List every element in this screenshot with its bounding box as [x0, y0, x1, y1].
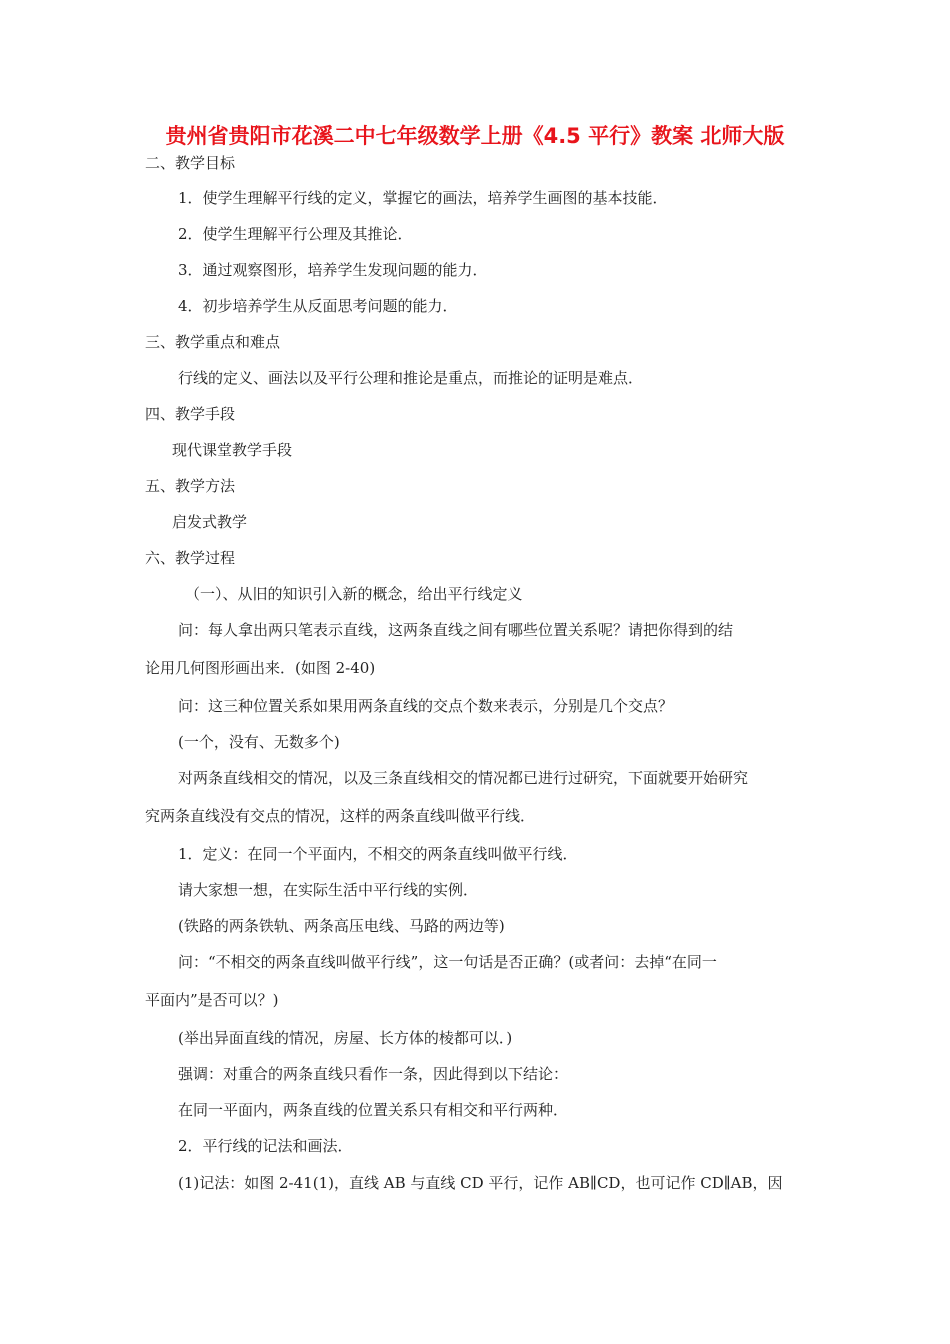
method-text: 启发式教学: [172, 513, 248, 531]
question-1-line-1: 问：每人拿出两只笔表示直线，这两条直线之间有哪些位置关系呢？请把你得到的结: [178, 621, 734, 639]
process-subheading-1: （一）、从旧的知识引入新的概念，给出平行线定义: [185, 585, 523, 603]
goal-item-1: 1．使学生理解平行线的定义，掌握它的画法，培养学生画图的基本技能．: [178, 189, 668, 207]
process-subheading-2: 2．平行线的记法和画法．: [178, 1137, 353, 1155]
examples: (铁路的两条铁轨、两条高压电线、马路的两边等): [178, 917, 505, 935]
goal-item-3: 3．通过观察图形，培养学生发现问题的能力．: [178, 261, 488, 279]
goal-item-2: 2．使学生理解平行公理及其推论．: [178, 225, 413, 243]
think-prompt: 请大家想一想，在实际生活中平行线的实例．: [178, 881, 479, 899]
paragraph-1-line-2: 究两条直线没有交点的情况，这样的两条直线叫做平行线．: [145, 807, 536, 825]
question-2: 问：这三种位置关系如果用两条直线的交点个数来表示，分别是几个交点？: [178, 697, 674, 715]
definition: 1．定义：在同一个平面内，不相交的两条直线叫做平行线．: [178, 845, 578, 863]
section-heading-goals: 二、教学目标: [145, 154, 236, 172]
section-heading-method: 五、教学方法: [145, 477, 236, 495]
emphasis: 强调：对重合的两条直线只看作一条，因此得到以下结论：: [178, 1065, 569, 1083]
goal-item-4: 4．初步培养学生从反面思考问题的能力．: [178, 297, 458, 315]
question-3-line-1: 问：“不相交的两条直线叫做平行线”，这一句话是否正确？(或者问：去掉“在同一: [178, 953, 717, 971]
document-title: 贵州省贵阳市花溪二中七年级数学上册《4.5 平行》教案 北师大版: [165, 124, 785, 148]
notation-line: (1)记法：如图 2-41(1)，直线 AB 与直线 CD 平行，记作 AB∥CD，也可记作 CD∥AB，因: [178, 1174, 783, 1192]
key-text: 行线的定义、画法以及平行公理和推论是重点，而推论的证明是难点．: [178, 369, 644, 387]
section-heading-means: 四、教学手段: [145, 405, 236, 423]
answer-3: (举出异面直线的情况，房屋、长方体的棱都可以．): [178, 1029, 513, 1047]
section-heading-key: 三、教学重点和难点: [145, 333, 281, 351]
question-3-line-2: 平面内”是否可以？): [145, 991, 279, 1009]
paragraph-1-line-1: 对两条直线相交的情况，以及三条直线相交的情况都已进行过研究，下面就要开始研究: [178, 769, 749, 787]
conclusion: 在同一平面内，两条直线的位置关系只有相交和平行两种．: [178, 1101, 569, 1119]
answer-2: (一个，没有、无数多个): [178, 733, 340, 751]
means-text: 现代课堂教学手段: [172, 441, 293, 459]
section-heading-process: 六、教学过程: [145, 549, 236, 567]
question-1-line-2: 论用几何图形画出来．(如图 2-40): [145, 659, 376, 677]
